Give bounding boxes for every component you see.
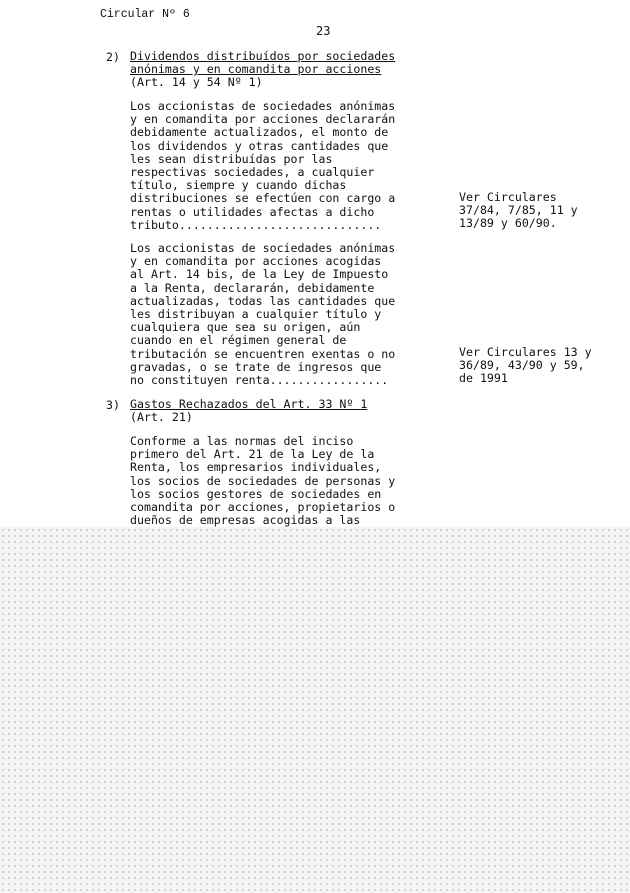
paragraph-line: rentas o utilidades afectas a dicho <box>130 204 375 219</box>
paragraph-line: les distribuyan a cualquier título y <box>130 306 382 321</box>
paragraph-line: no constituyen renta................. <box>130 372 389 387</box>
margin-note-line: 13/89 y 60/90. <box>459 216 557 231</box>
paragraph-line: dueños de empresas acogidas a las <box>130 513 361 528</box>
paragraph-line: cualquiera que sea su origen, aún <box>130 320 361 335</box>
paragraph-line: los dividendos y otras cantidades que <box>130 138 389 153</box>
section-number: 3) <box>106 398 120 412</box>
paragraph-line: y en comandita por acciones declararán <box>130 112 396 127</box>
section-title-line: Gastos Rechazados del Art. 33 Nº 1 <box>130 397 368 411</box>
paragraph <box>130 435 395 527</box>
paragraph-line: distribuciones se efectúen con cargo a <box>130 191 396 206</box>
paragraph-line: actualizadas, todas las cantidades que <box>130 293 396 308</box>
paragraph-line: gravadas, o se trate de ingresos que <box>130 359 382 374</box>
paragraph <box>130 242 395 387</box>
paragraph-line: los socios de sociedades de personas y <box>130 473 396 488</box>
paragraph-line: Los accionistas de sociedades anónimas <box>130 241 396 255</box>
margin-note-line: Ver Circulares 13 y <box>459 345 592 359</box>
margin-note-line: de 1991 <box>459 371 508 386</box>
paragraph-line: a la Renta, declararán, debidamente <box>130 280 375 295</box>
margin-note-line: 37/84, 7/85, 11 y <box>459 203 578 218</box>
margin-note-line: 36/89, 43/90 y 59, <box>459 358 585 373</box>
section-reference: (Art. 21) <box>130 410 193 425</box>
section-reference: (Art. 14 y 54 Nº 1) <box>130 75 263 90</box>
paragraph <box>130 100 395 232</box>
document-header: Circular Nº 6 <box>100 8 190 21</box>
paragraph-line: al Art. 14 bis, de la Ley de Impuesto <box>130 267 389 282</box>
paragraph-line: debidamente actualizados, el monto de <box>130 125 389 140</box>
section-number: 2) <box>106 50 120 64</box>
paragraph-line: Conforme a las normas del inciso <box>130 434 354 448</box>
paragraph-line: comandita por acciones, propietarios o <box>130 499 396 514</box>
paragraph-line: y en comandita por acciones acogidas <box>130 254 382 269</box>
paragraph-line: Renta, los empresarios individuales, <box>130 460 382 475</box>
paragraph-line: tributación se encuentren exentas o no <box>130 346 396 361</box>
paragraph-line: respectivas sociedades, a cualquier <box>130 164 375 179</box>
section-title <box>130 50 395 90</box>
paragraph-line: tributo............................. <box>130 217 382 232</box>
section-title <box>130 398 367 424</box>
margin-note <box>459 346 592 386</box>
paragraph-line: los socios gestores de sociedades en <box>130 486 382 501</box>
section-title-line: anónimas y en comandita por acciones <box>130 62 382 77</box>
paragraph-line: título, siempre y cuando dichas <box>130 178 347 193</box>
paragraph-line: Los accionistas de sociedades anónimas <box>130 99 396 113</box>
missing-page-area <box>0 527 630 893</box>
paragraph-line: primero del Art. 21 de la Ley de la <box>130 447 375 462</box>
paragraph-line: les sean distribuídas por las <box>130 151 333 166</box>
margin-note-line: Ver Circulares <box>459 190 557 204</box>
section-title-line: Dividendos distribuídos por sociedades <box>130 49 396 63</box>
paragraph-line: cuando en el régimen general de <box>130 333 347 348</box>
margin-note <box>459 191 578 231</box>
page-number: 23 <box>316 24 331 38</box>
